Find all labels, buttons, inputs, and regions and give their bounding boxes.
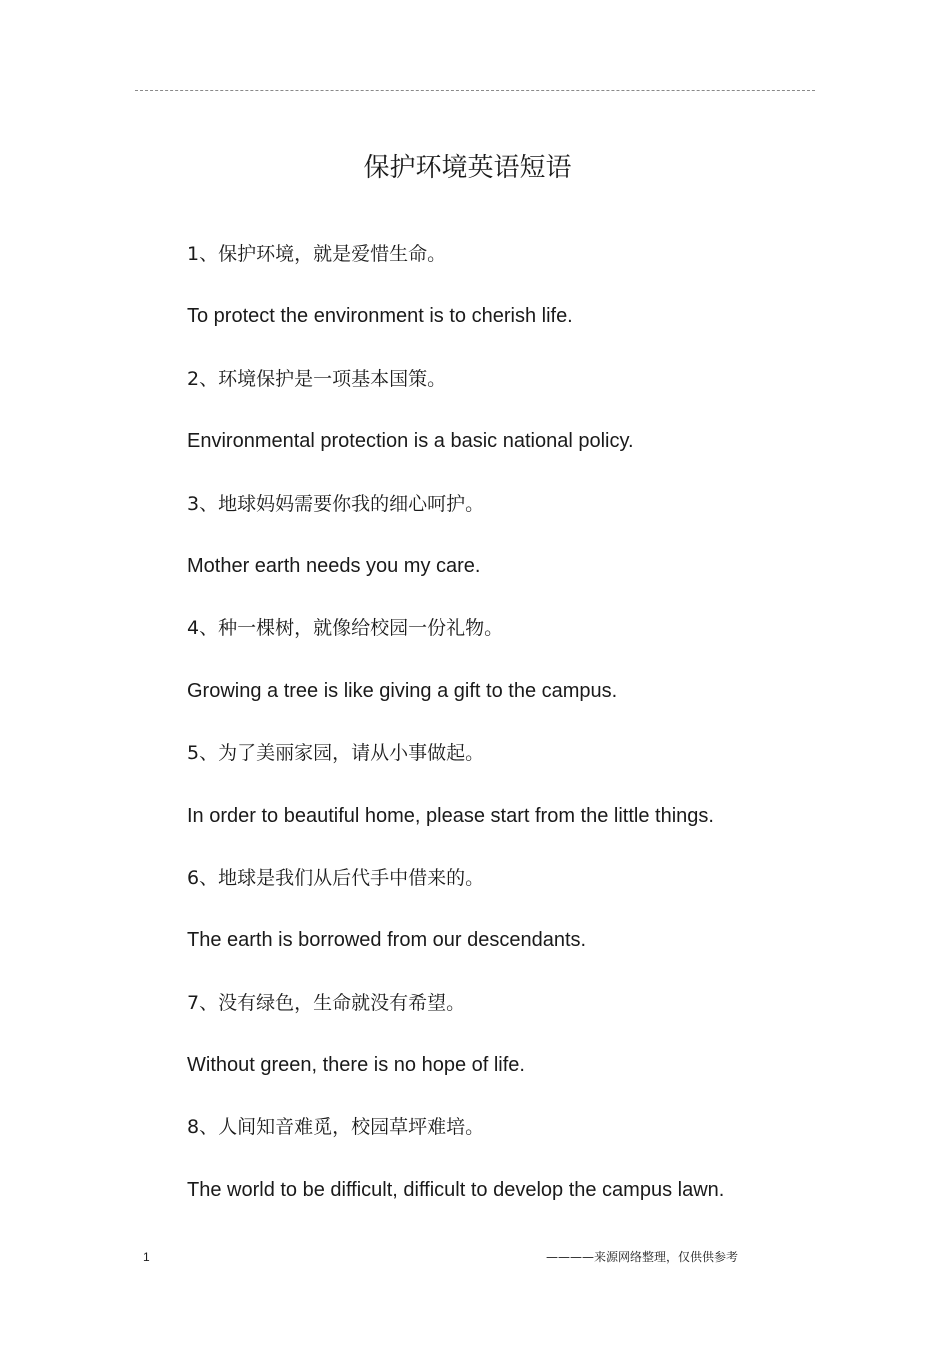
phrase-item: [187, 236, 867, 361]
phrase-english: The world to be difficult, difficult to develop the campus lawn.: [187, 1178, 725, 1201]
phrase-english: Without green, there is no hope of life.: [187, 1054, 525, 1077]
page-number: 1: [143, 1250, 150, 1264]
phrase-item: [187, 486, 867, 611]
phrase-english: The earth is borrowed from our descendants.: [187, 929, 587, 952]
phrase-chinese: 7、没有绿色，生命就没有希望。: [187, 991, 466, 1014]
phrase-item: [187, 735, 867, 860]
phrase-english: Growing a tree is like giving a gift to the campus.: [187, 679, 618, 702]
phrase-item: [187, 985, 867, 1110]
phrase-list: [187, 236, 867, 1234]
phrase-item: [187, 860, 867, 985]
phrase-chinese: 2、环境保护是一项基本国策。: [187, 367, 447, 390]
phrase-english: Environmental protection is a basic national policy.: [187, 430, 634, 453]
phrase-item: [187, 361, 867, 486]
phrase-item: [187, 1109, 867, 1234]
phrase-english: In order to beautiful home, please start from the little things.: [187, 804, 714, 827]
source-note: ————来源网络整理，仅供供参考: [546, 1250, 739, 1264]
phrase-chinese: 1、保护环境，就是爱惜生命。: [187, 243, 447, 265]
phrase-chinese: 5、为了美丽家园，请从小事做起。: [187, 742, 485, 765]
phrase-english: To protect the environment is to cherish life.: [187, 305, 573, 328]
header-divider: [135, 90, 815, 91]
phrase-chinese: 8、人间知音难觅，校园草坪难培。: [187, 1116, 485, 1139]
phrase-chinese: 6、地球是我们从后代手中借来的。: [187, 866, 485, 889]
phrase-chinese: 4、种一棵树，就像给校园一份礼物。: [187, 617, 504, 640]
page-title: 保护环境英语短语: [363, 153, 572, 183]
phrase-chinese: 3、地球妈妈需要你我的细心呵护。: [187, 492, 485, 515]
phrase-english: Mother earth needs you my care.: [187, 554, 481, 577]
phrase-item: [187, 610, 867, 735]
